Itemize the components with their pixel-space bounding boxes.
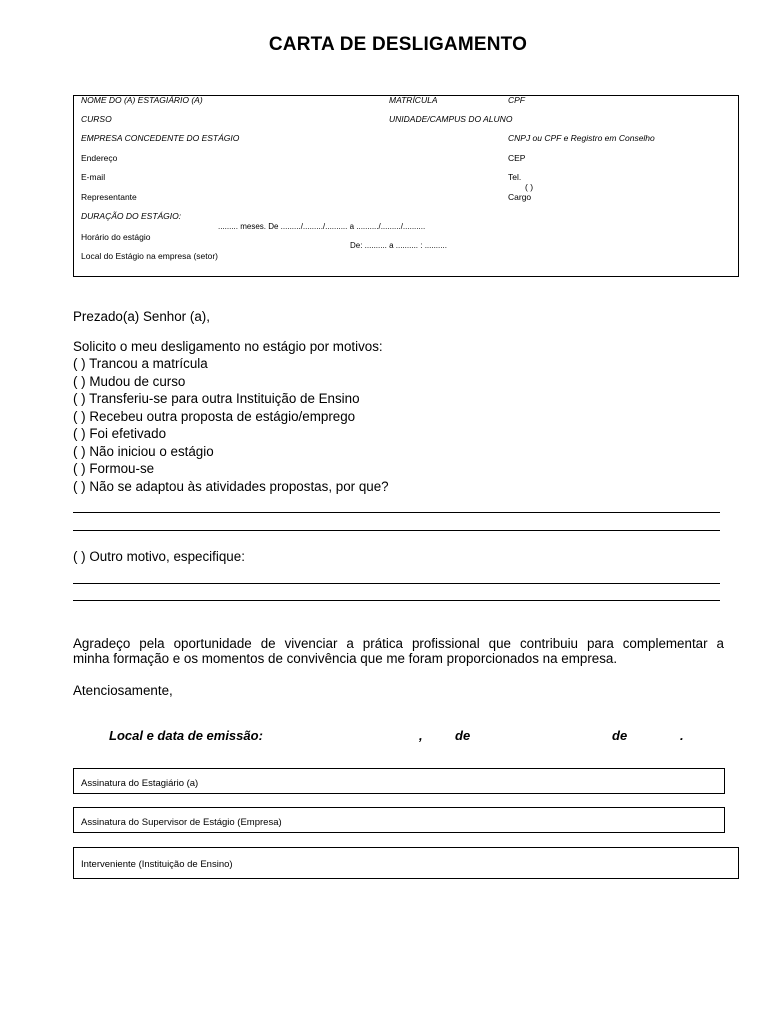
field-cpf: CPF xyxy=(508,95,525,105)
thanks-paragraph-line: Agradeço pela oportunidade de vivenciar a prática profissional que contribuiu para complementar a xyxy=(73,636,724,651)
place-date-comma: , xyxy=(419,728,423,743)
reason-option: ( ) Mudou de curso xyxy=(73,374,186,389)
reason-option: ( ) Formou-se xyxy=(73,461,155,476)
field-representante: Representante xyxy=(81,192,137,202)
signature-label: Interveniente (Instituição de Ensino) xyxy=(81,859,233,870)
field-cargo: Cargo xyxy=(508,192,532,202)
field-unidade: UNIDADE/CAMPUS DO ALUNO xyxy=(389,114,513,124)
signature-box-estagiario xyxy=(73,768,725,794)
reason-option: ( ) Não iniciou o estágio xyxy=(73,444,214,459)
signature-label: Assinatura do Estagiário (a) xyxy=(81,778,199,789)
closing: Atenciosamente, xyxy=(73,683,173,698)
field-horario: Horário do estágio xyxy=(81,232,151,242)
place-date-de: de xyxy=(612,728,628,743)
field-nome: NOME DO (A) ESTAGIÁRIO (A) xyxy=(81,95,203,105)
field-tel: Tel. xyxy=(508,172,522,182)
field-horario-fill: De: .......... a .......... : .......... xyxy=(350,241,447,250)
field-email: E-mail xyxy=(81,172,106,182)
field-matricula: MATRÍCULA xyxy=(389,95,438,105)
reason-option: ( ) Recebeu outra proposta de estágio/emprego xyxy=(73,409,356,424)
signature-box-supervisor xyxy=(73,807,725,833)
answer-line xyxy=(73,512,720,513)
field-empresa: EMPRESA CONCEDENTE DO ESTÁGIO xyxy=(81,133,240,143)
salutation: Prezado(a) Senhor (a), xyxy=(73,309,210,324)
place-date-period: . xyxy=(680,728,684,743)
reason-option: ( ) Transferiu-se para outra Instituição de Ensino xyxy=(73,391,360,406)
thanks-paragraph-line: minha formação e os momentos de convivência que me foram proporcionados na empresa. xyxy=(73,651,618,666)
field-endereco: Endereço xyxy=(81,153,118,163)
field-duracao: DURAÇÃO DO ESTÁGIO: xyxy=(81,211,182,221)
field-cnpj: CNPJ ou CPF e Registro em Conselho xyxy=(508,133,655,143)
page-title: CARTA DE DESLIGAMENTO xyxy=(268,34,528,55)
reason-option: ( ) Foi efetivado xyxy=(73,426,167,441)
signature-box-interveniente xyxy=(73,847,739,879)
other-reason-option: ( ) Outro motivo, especifique: xyxy=(73,549,245,564)
signature-label: Assinatura do Supervisor de Estágio (Empresa) xyxy=(81,817,282,828)
reason-option: ( ) Não se adaptou às atividades propostas, por que? xyxy=(73,479,389,494)
field-tel-parens: ( ) xyxy=(525,182,534,192)
answer-line xyxy=(73,600,720,601)
field-curso: CURSO xyxy=(81,114,112,124)
place-date-de: de xyxy=(455,728,471,743)
field-cep: CEP xyxy=(508,153,526,163)
reason-option: ( ) Trancou a matrícula xyxy=(73,356,208,371)
answer-line xyxy=(73,530,720,531)
answer-line xyxy=(73,583,720,584)
field-duracao-fill: ......... meses. De ........./........./.......... a ........../........./.......... xyxy=(218,222,426,231)
field-local-setor: Local do Estágio na empresa (setor) xyxy=(81,251,219,261)
place-date-label: Local e data de emissão: xyxy=(109,728,263,743)
intro-text: Solicito o meu desligamento no estágio por motivos: xyxy=(73,339,383,354)
